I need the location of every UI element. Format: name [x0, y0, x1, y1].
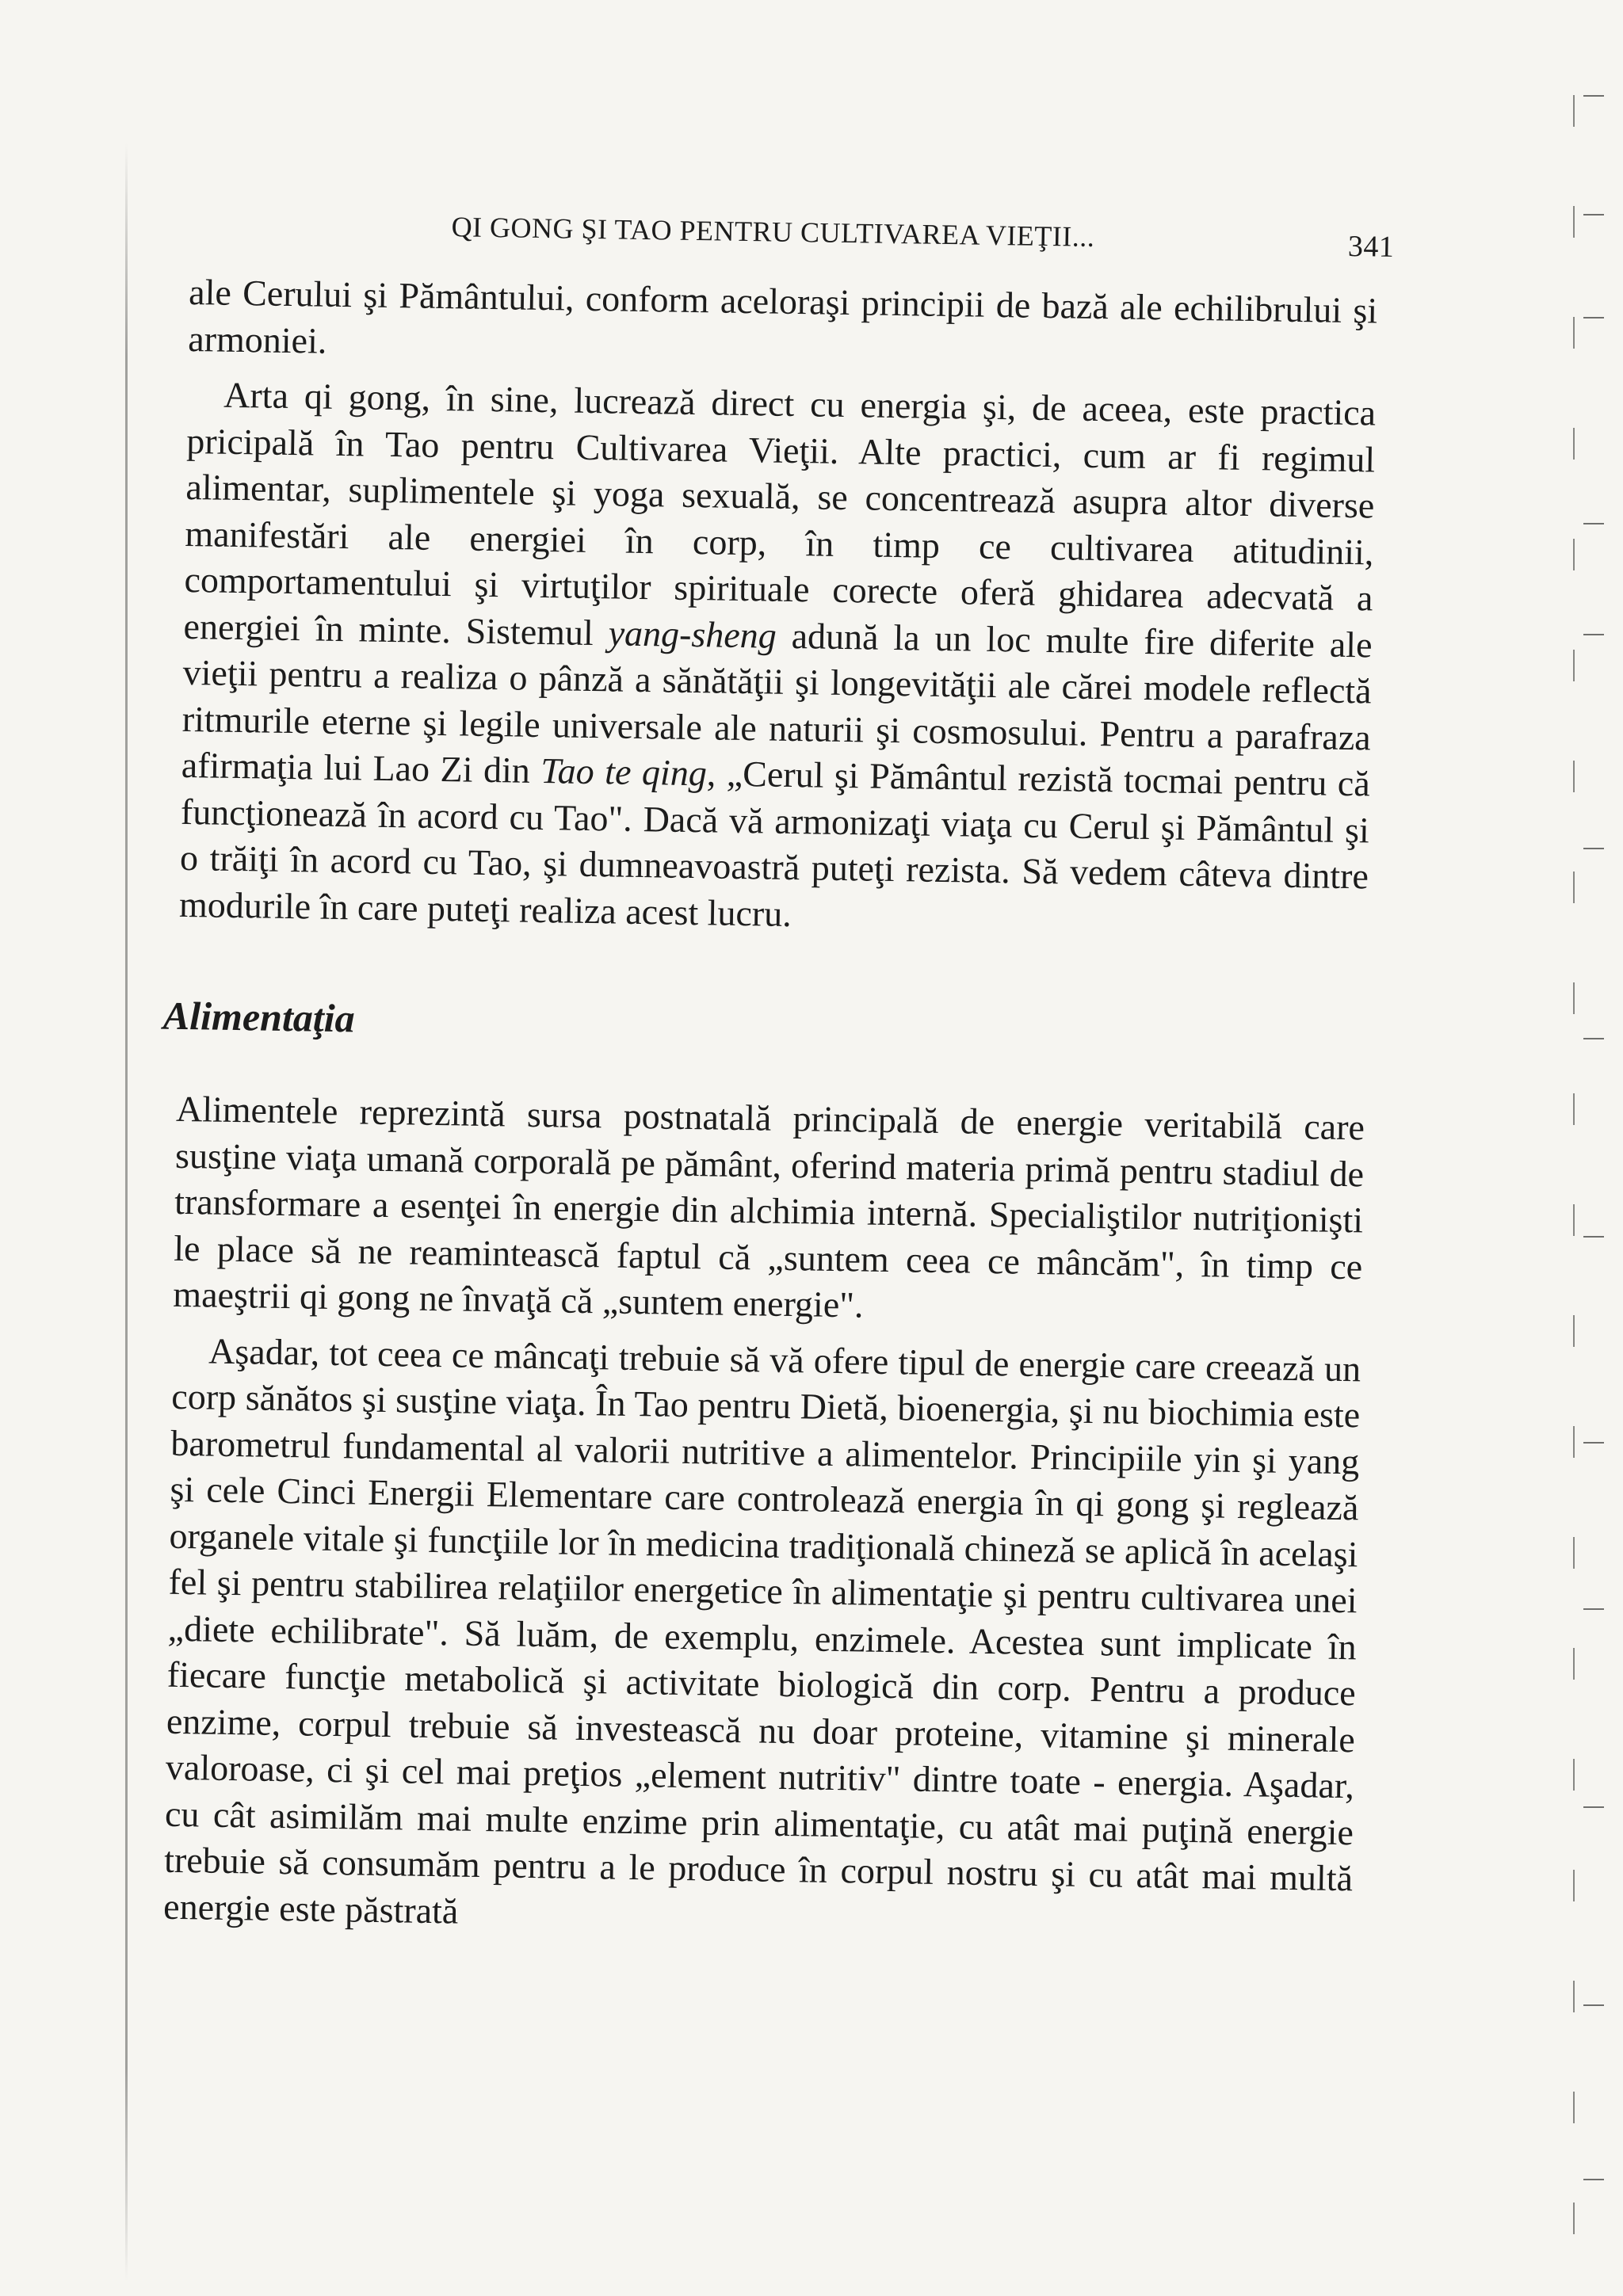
paragraph-1: ale Cerului şi Pământului, conform aceloraşi principii de bază ale echilibrului şi armoniei.: [187, 271, 1378, 361]
paragraph-4: Aşadar, tot ceea ce mâncaţi trebuie să vă ofere tipul de energie care creează un corp sănătos şi susţine viaţa. În Tao pentru Dietă, bioenergia, şi nu biochimia este barometrul fundamental al valorii nutritive a alimentelor. Principiile yin şi yang şi cele Cinci Energii Elementare care controlează energia în qi gong şi reglează organele vitale şi funcţiile lor în medicina tradiţională chineză se aplică în acelaşi fel şi pentru stabilirea relaţiilor energetice în alimentaţie şi pentru cultivarea unei „diete echilibrate". Să luăm, de exemplu, enzimele. Acestea sunt implicate în fiecare funcţie metabolică şi activitate biologică din corp. Pentru a produce enzime, corpul trebuie să investească nu doar proteine, vitamine şi minerale valoroase, ci şi cel mai preţios „element nutritiv" dintre toate - energia. Aşadar, cu cât asimilăm mai multe enzime prin alimentaţie, cu atât mai puţină energie trebuie să consumăm pentru a le produce în corpul nostru şi cu atât mai multă energie este păstrată: [162, 1330, 1361, 1932]
paragraph-2: [179, 372, 1377, 946]
paragraph-2-text-a: Arta qi gong, în sine, lucrează direct cu energia şi, de aceea, este practica pricipală în Tao pentru Cultivarea Vieţii. Alte practici, cum ar fi regimul alimentar, suplimentele şi yoga sexuală, se concentrează asupra altor diverse manifestări ale energiei în corp, în timp ce cultivarea atitudinii, comportamentului şi virtuţilor spirituale corecte oferă ghidarea adecvată a energiei în minte. Sistemul: [183, 374, 1377, 653]
page-number: 341: [1347, 229, 1395, 264]
term-yang-sheng: yang-sheng: [608, 612, 777, 656]
paragraph-2-text-c: , „Cerul şi Pământul rezistă tocmai pentru că funcţionează în acord cu Tao". Dacă vă armonizaţi viaţa cu Cerul şi Pământul şi o trăiţi în acord cu Tao, şi dumneavoastră puteţi rezista. Să vedem câteva dintre modurile în care puteţi realiza acest lucru.: [178, 753, 1371, 934]
book-page: [162, 206, 1395, 1948]
paragraph-2-text-b: adună la un loc multe fire diferite ale vieţii pentru a realiza o pânză a sănătăţii şi longevităţii ale cărei modele reflectă ritmurile eterne şi legile universale ale naturii şi cosmosului. Pentru a parafraza afirmaţia lui Lao Zi din: [181, 615, 1373, 791]
scan-shadow-left: [125, 143, 128, 2282]
running-title: QI GONG ŞI TAO PENTRU CULTIVAREA VIEŢII...: [451, 211, 1095, 253]
paragraph-3: Alimentele reprezintă sursa postnatală principală de energie veritabilă care susţine viaţa umană corporală pe pământ, oferind materia primă pentru stadiul de transformare a esenţei în energie din alchimia internă. Specialiştilor nutriţionişti le place să ne reamintească faptul că „suntem ceea ce mâncăm", în timp ce maeştrii qi gong ne învaţă că „suntem energie".: [173, 1088, 1365, 1325]
section-title: Alimentaţia: [162, 993, 356, 1041]
book-title-tao-te-qing: Tao te qing: [540, 750, 708, 794]
scan-shadow-right: [1573, 95, 1575, 2274]
scan-margin-marks: [1583, 79, 1615, 2282]
